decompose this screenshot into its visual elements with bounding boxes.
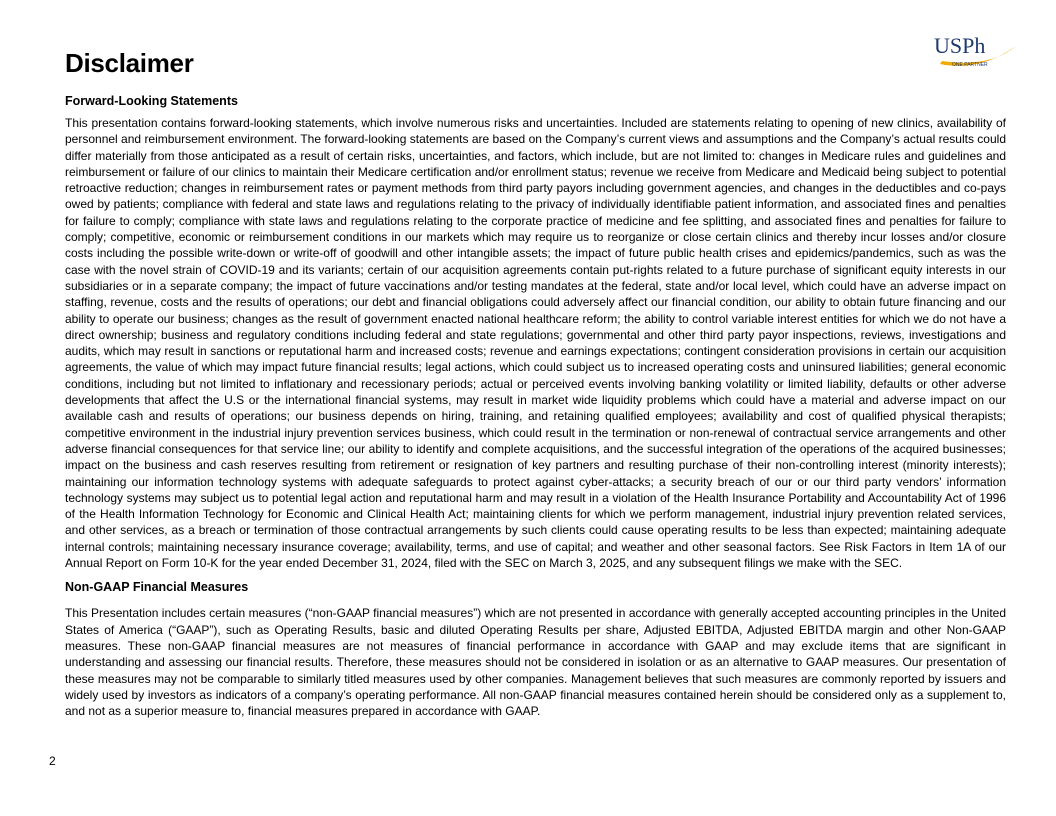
page-title: Disclaimer <box>65 48 194 78</box>
usph-logo <box>930 28 1022 72</box>
section-body-non-gaap: This Presentation includes certain measures (“non-GAAP financial measures”) which are not presented in accordance with generally accepted accounting principles in the United States of America (“GAAP”), such as Operating Results, basic and diluted Operating Results per share, Adjusted EBITDA, Adjusted EBITDA margin and other Non-GAAP measures. These non-GAAP financial measures are not measures of financial performance in accordance with GAAP and may exclude items that are significant in understanding and assessing our financial results. Therefore, these measures should not be considered in isolation or as an alternative to GAAP measures. Our presentation of these measures may not be comparable to similarly titled measures used by other companies. Management believes that such measures are commonly reported by issuers and widely used by investors as indicators of a company’s operating performance. All non-GAAP financial measures contained herein should be considered only as a supplement to, and not as a superior measure to, financial measures prepared in accordance with GAAP. <box>65 606 1006 719</box>
logo-brand-text: USPh <box>934 33 986 58</box>
section-heading-non-gaap: Non-GAAP Financial Measures <box>65 580 249 595</box>
disclaimer-content <box>65 93 1006 719</box>
logo-tagline-text: ONE PARTNER <box>952 62 988 68</box>
section-heading-forward-looking: Forward-Looking Statements <box>65 94 238 108</box>
section-body-forward-looking: This presentation contains forward-looking statements, which involve numerous risks and uncertainties. Included are statements relating to opening of new clinics, availability of personnel and reimbursement environment. The forward-looking statements are based on the Company’s current views and assumptions and the Company’s actual results could differ materially from those anticipated as a result of certain risks, uncertainties, and factors, which include, but are not limited to: changes in Medicare rules and guidelines and reimbursement or failure of our clinics to maintain their Medicare certification and/or enrollment status; revenue we receive from Medicare and Medicaid being subject to potential retroactive reduction; changes in reimbursement rates or payment methods from third party payors including government agencies, and changes in the deductibles and co-pays owed by patients; compliance with federal and state laws and regulations relating to the privacy of individually identifiable patient information, and associated fines and penalties for failure to comply; compliance with state laws and regulations relating to the corporate practice of medicine and fee splitting, and associated fines and penalties for failure to comply; competitive, economic or reimbursement conditions in our markets which may require us to reorganize or close certain clinics and thereby incur losses and/or closure costs including the possible write-down or write-off of goodwill and other intangible assets; the impact of future public health crises and epidemics/pandemics, such as was the case with the novel strain of COVID-19 and its variants; certain of our acquisition agreements contain put-rights related to a future purchase of significant equity interests in our subsidiaries or in a separate company; the impact of future vaccinations and/or testing mandates at the federal, state and/or local level, which could have an adverse impact on staffing, revenue, costs and the results of operations; our debt and financial obligations could adversely affect our financial condition, our ability to obtain future financing and our ability to operate our business; changes as the result of government enacted national healthcare reform; the ability to control variable interest entities for which we do not have a direct ownership; business and regulatory conditions including federal and state regulations; governmental and other third party payor inspections, reviews, investigations and audits, which may result in sanctions or reputational harm and increased costs; revenue and earnings expectations; contingent consideration provisions in certain our acquisition agreements, the value of which may impact future financial results; legal actions, which could subject us to increased operating costs and uninsured liabilities; general economic conditions, including but not limited to inflationary and recessionary periods; actual or perceived events involving banking volatility or limited liability, defaults or other adverse developments that affect the U.S or the international financial systems, may result in market wide liquidity problems which could have a material and adverse impact on our available cash and results of operations; our business depends on hiring, training, and retaining qualified employees; availability and cost of qualified physical therapists; competitive environment in the industrial injury prevention services business, which could result in the termination or non-renewal of contractual service arrangements and other adverse financial consequences for that service line; our ability to identify and complete acquisitions, and the successful integration of the operations of the acquired businesses; impact on the business and cash reserves resulting from retirement or resignation of key partners and resulting purchase of their non-controlling interest (minority interests); maintaining our information technology systems with adequate safeguards to protect against cyber-attacks; a security breach of our or our third party vendors’ information technology systems may subject us to potential legal action and reputational harm and may result in a violation of the Health Insurance Portability and Accountability Act of 1996 of the Health Information Technology for Economic and Clinical Health Act; maintaining clients for which we perform management, industrial injury prevention related services, and other services, as a breach or termination of those contractual arrangements by such clients could cause operating results to be less than expected; maintaining adequate internal controls; maintaining necessary insurance coverage; availability, terms, and use of capital; and weather and other seasonal factors. See Risk Factors in Item 1A of our Annual Report on Form 10-K for the year ended December 31, 2024, filed with the SEC on March 3, 2025, and any subsequent filings we make with the SEC. <box>65 116 1006 571</box>
page-number: 2 <box>49 754 56 768</box>
